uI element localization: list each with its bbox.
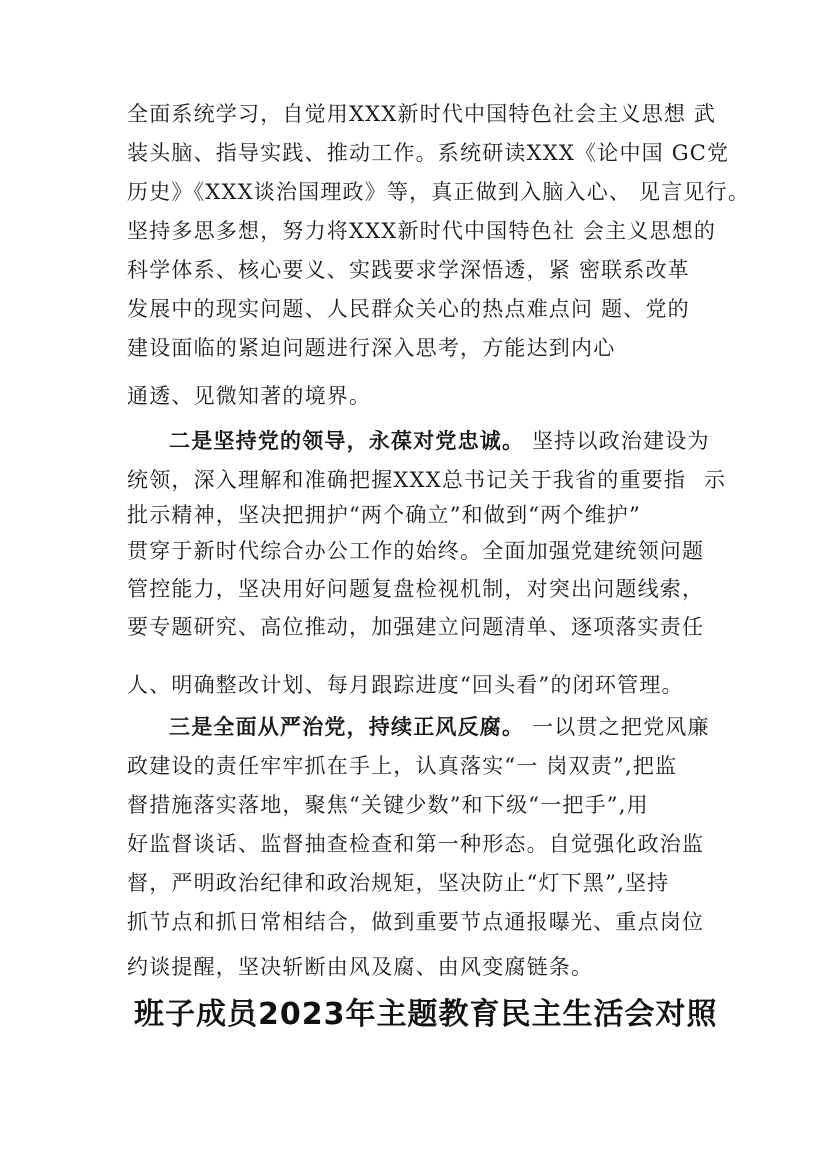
p3-line-3: 好监督谈话、监督抽查检查和第一种形态。自觉强化政治监	[127, 832, 705, 856]
p1-line-7: 建设面临的紧迫问题进行深入思考，方能达到内心	[127, 336, 616, 360]
p3-first-rest: 一以贯之把党风廉	[524, 715, 710, 739]
p3-line-6: 约谈提醒，坚决斩断由风及腐、由风变腐链条。	[127, 955, 594, 979]
section-heading: 班子成员2023年主题教育民主生活会对照	[134, 997, 718, 1032]
p1-line-2: 装头脑、指导实践、推动工作。系统研读XXX《论中国 GC党	[127, 141, 730, 165]
p2-line-1: 统领，深入理解和准确把握XXX总书记关于我省的重要指	[127, 468, 687, 492]
p2-line-3: 贯穿于新时代综合办公工作的始终。全面加强党建统领问题	[127, 539, 705, 563]
p2-first-line	[169, 426, 710, 456]
p1-line-8: 通透、见微知著的境界。	[127, 384, 372, 408]
p3-line-4: 督，严明政治纪律和政治规矩，坚决防止“灯下黑”,坚持	[127, 871, 670, 895]
p3-line-1: 政建设的责任牢牢抓在手上，认真落实“一 岗双责”,把监	[127, 754, 678, 778]
p2-line-2: 批示精神，坚决把拥护“两个确立”和做到“两个维护”	[127, 503, 641, 527]
p1-line-5: 科学体系、核心要义、实践要求学深悟透，紧 密联系改革	[127, 258, 690, 282]
p2-first-rest: 坚持以政治建设为	[524, 429, 710, 453]
p1-line-6: 发展中的现实问题、人民群众关心的热点难点问 题、党的	[127, 297, 690, 321]
p2-line-5: 要专题研究、高位推动，加强建立问题清单、逐项落实责任	[127, 615, 705, 639]
p2-tail-char: 示	[704, 468, 725, 492]
p3-line-2: 督措施落实落地，聚焦“关键少数”和下级“一把手”,用	[127, 793, 649, 817]
p1-line-3: 历史》《XXX谈治国理政》等，真正做到入脑入心、 见言见行。	[127, 180, 751, 204]
p1-line-1: 全面系统学习，自觉用XXX新时代中国特色社会主义思想 武	[127, 102, 717, 126]
p2-lead: 二是坚持党的领导，永葆对党忠诚。	[169, 428, 525, 453]
p2-line-6: 人、明确整改计划、每月跟踪进度“回头看”的闭环管理。	[127, 673, 684, 697]
p3-first-line	[169, 712, 710, 742]
p2-line-4: 管控能力，坚决用好问题复盘检视机制，对突出问题线索，	[127, 577, 705, 601]
p1-line-4: 坚持多思多想，努力将XXX新时代中国特色社 会主义思想的	[127, 219, 717, 243]
p3-lead: 三是全面从严治党，持续正风反腐。	[169, 714, 525, 739]
p3-line-5: 抓节点和抓日常相结合，做到重要节点通报曝光、重点岗位	[127, 910, 705, 934]
